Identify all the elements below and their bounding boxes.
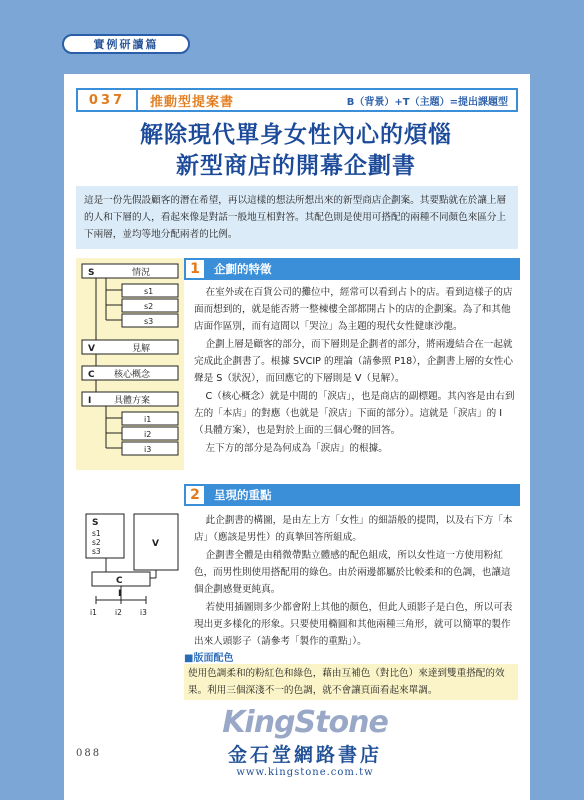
color-note-heading: ■版面配色 — [184, 653, 234, 664]
case-formula: B（背景）+T（主題）=提出課題型 — [346, 96, 508, 108]
diag2-s: S — [92, 518, 99, 528]
watermark-logo: KingStone — [222, 705, 388, 740]
section-2-paragraph: 此企劃書的構圖，是由左上方「女性」的細語般的提問，以及右下方「本店」（應該是男性）的真摯回答所組成。 — [194, 515, 513, 543]
diag2-c: C — [116, 576, 123, 586]
case-number: 037 — [78, 90, 138, 110]
watermark-store-name: 金石堂網路書店 — [227, 744, 382, 766]
section-1-header — [184, 258, 520, 280]
diag2-v: V — [152, 539, 159, 549]
diag2-i3: i3 — [140, 608, 147, 617]
diag2-i1: i1 — [90, 608, 97, 617]
diag1-v: V — [88, 344, 95, 354]
section-2-header — [184, 484, 520, 506]
diag1-i3: i3 — [144, 445, 152, 454]
title-line-1: 解除現代單身女性內心的煩惱 — [140, 122, 452, 148]
diag1-v-label: 見解 — [132, 344, 151, 354]
diag1-i-label: 具體方案 — [114, 396, 151, 406]
diag2-s1: s1 — [92, 529, 101, 538]
section-1-paragraph: 左下方的部分是為何成為「淚店」的根據。 — [205, 443, 388, 454]
watermark — [210, 705, 400, 778]
color-note-text: 使用色調柔和的粉紅色和綠色，藉由互補色（對比色）來達到雙重搭配的效果。利用三個深淺不一的色調，就不會讓頁面看起來單調。 — [184, 664, 518, 700]
layout-diagram — [82, 510, 182, 620]
intro-paragraph: 這是一份先假設顧客的潛在希望，再以這樣的想法所想出來的新型商店企劃案。其要點就在於讓上層的人和下層的人，看起來像是對話一般地互相對答。其配色則是使用可搭配的兩種不同顏色來區分上下兩層，並均等地分配兩者的比例。 — [76, 186, 518, 249]
watermark-url: www.kingstone.com.tw — [236, 767, 374, 778]
document-page — [64, 74, 530, 800]
section-1-paragraph: 企劃上層是顧客的部分，而下層則是企劃者的部分，將兩邊結合在一起就完成此企劃書了。根據 SVCIP 的理論（請參照 P18），企劃書上層的女性心聲是 S（狀況），而回應它的下層則是 V（見解）。 — [194, 339, 513, 384]
diag1-c: C — [88, 370, 95, 380]
diag1-s1: s1 — [144, 287, 154, 296]
section-2-paragraph: 若使用插圖則多少都會附上其他的顏色，但此人頭影子是白色，所以可表現出更多樣化的形象。只要使用橢圓和其他兩種三角形，就可以簡單的製作出來人頭影子（請參考「製作的重點」）。 — [194, 602, 513, 647]
section-1-body — [194, 284, 518, 458]
diag2-i: I — [118, 589, 122, 599]
section-1-paragraph: C（核心概念）就是中間的「淚店」，也是商店的副標題。其內容是由右到左的「本店」的對應（也就是「淚店」下面的部分）。這就是「淚店」的 I（具體方案），也是對於上面的三個心聲的回答。 — [194, 391, 515, 436]
section-2-number: 2 — [184, 484, 206, 506]
section-2-body — [194, 512, 518, 651]
diag1-i1: i1 — [144, 415, 152, 424]
diag1-c-label: 核心概念 — [114, 370, 151, 380]
section-1-paragraph: 在室外或在百貨公司的攤位中，經常可以看到占卜的店。看到這樣子的店面而想到的，就是能否將一整棟樓全部都開占卜的店的企劃案。為了和其他店面作區別，而有這間以「哭泣」為主題的現代女性健康沙龍。 — [194, 287, 513, 332]
section-1-title: 企劃的特徵 — [214, 262, 272, 276]
page-number: 088 — [76, 748, 102, 759]
svcip-diagram — [76, 258, 184, 470]
case-header — [76, 88, 518, 112]
diag1-i2: i2 — [144, 430, 152, 439]
diag2-i2: i2 — [115, 608, 122, 617]
diag2-s2: s2 — [92, 538, 101, 547]
diag2-s3: s3 — [92, 547, 101, 556]
diag1-s3: s3 — [144, 317, 154, 326]
diag1-s: S — [88, 268, 95, 278]
page-title — [86, 120, 506, 182]
series-label: 實例研讀篇 — [93, 38, 159, 51]
series-tab — [62, 34, 190, 54]
case-type: 推動型提案書 — [150, 94, 235, 110]
diag1-i: I — [88, 396, 92, 406]
section-1-number: 1 — [184, 258, 206, 280]
diag1-s-label: 情況 — [132, 268, 151, 278]
section-2-paragraph: 企劃書全體是由稍微帶點立體感的配色組成，所以女性這一方使用粉紅色，而男性則使用搭配用的綠色。由於兩邊都屬於比較柔和的色調，也讓這個企劃感覺更純真。 — [194, 550, 511, 595]
title-line-2: 新型商店的開幕企劃書 — [176, 153, 416, 179]
diag1-s2: s2 — [144, 302, 154, 311]
section-2-title: 呈現的重點 — [214, 488, 272, 502]
